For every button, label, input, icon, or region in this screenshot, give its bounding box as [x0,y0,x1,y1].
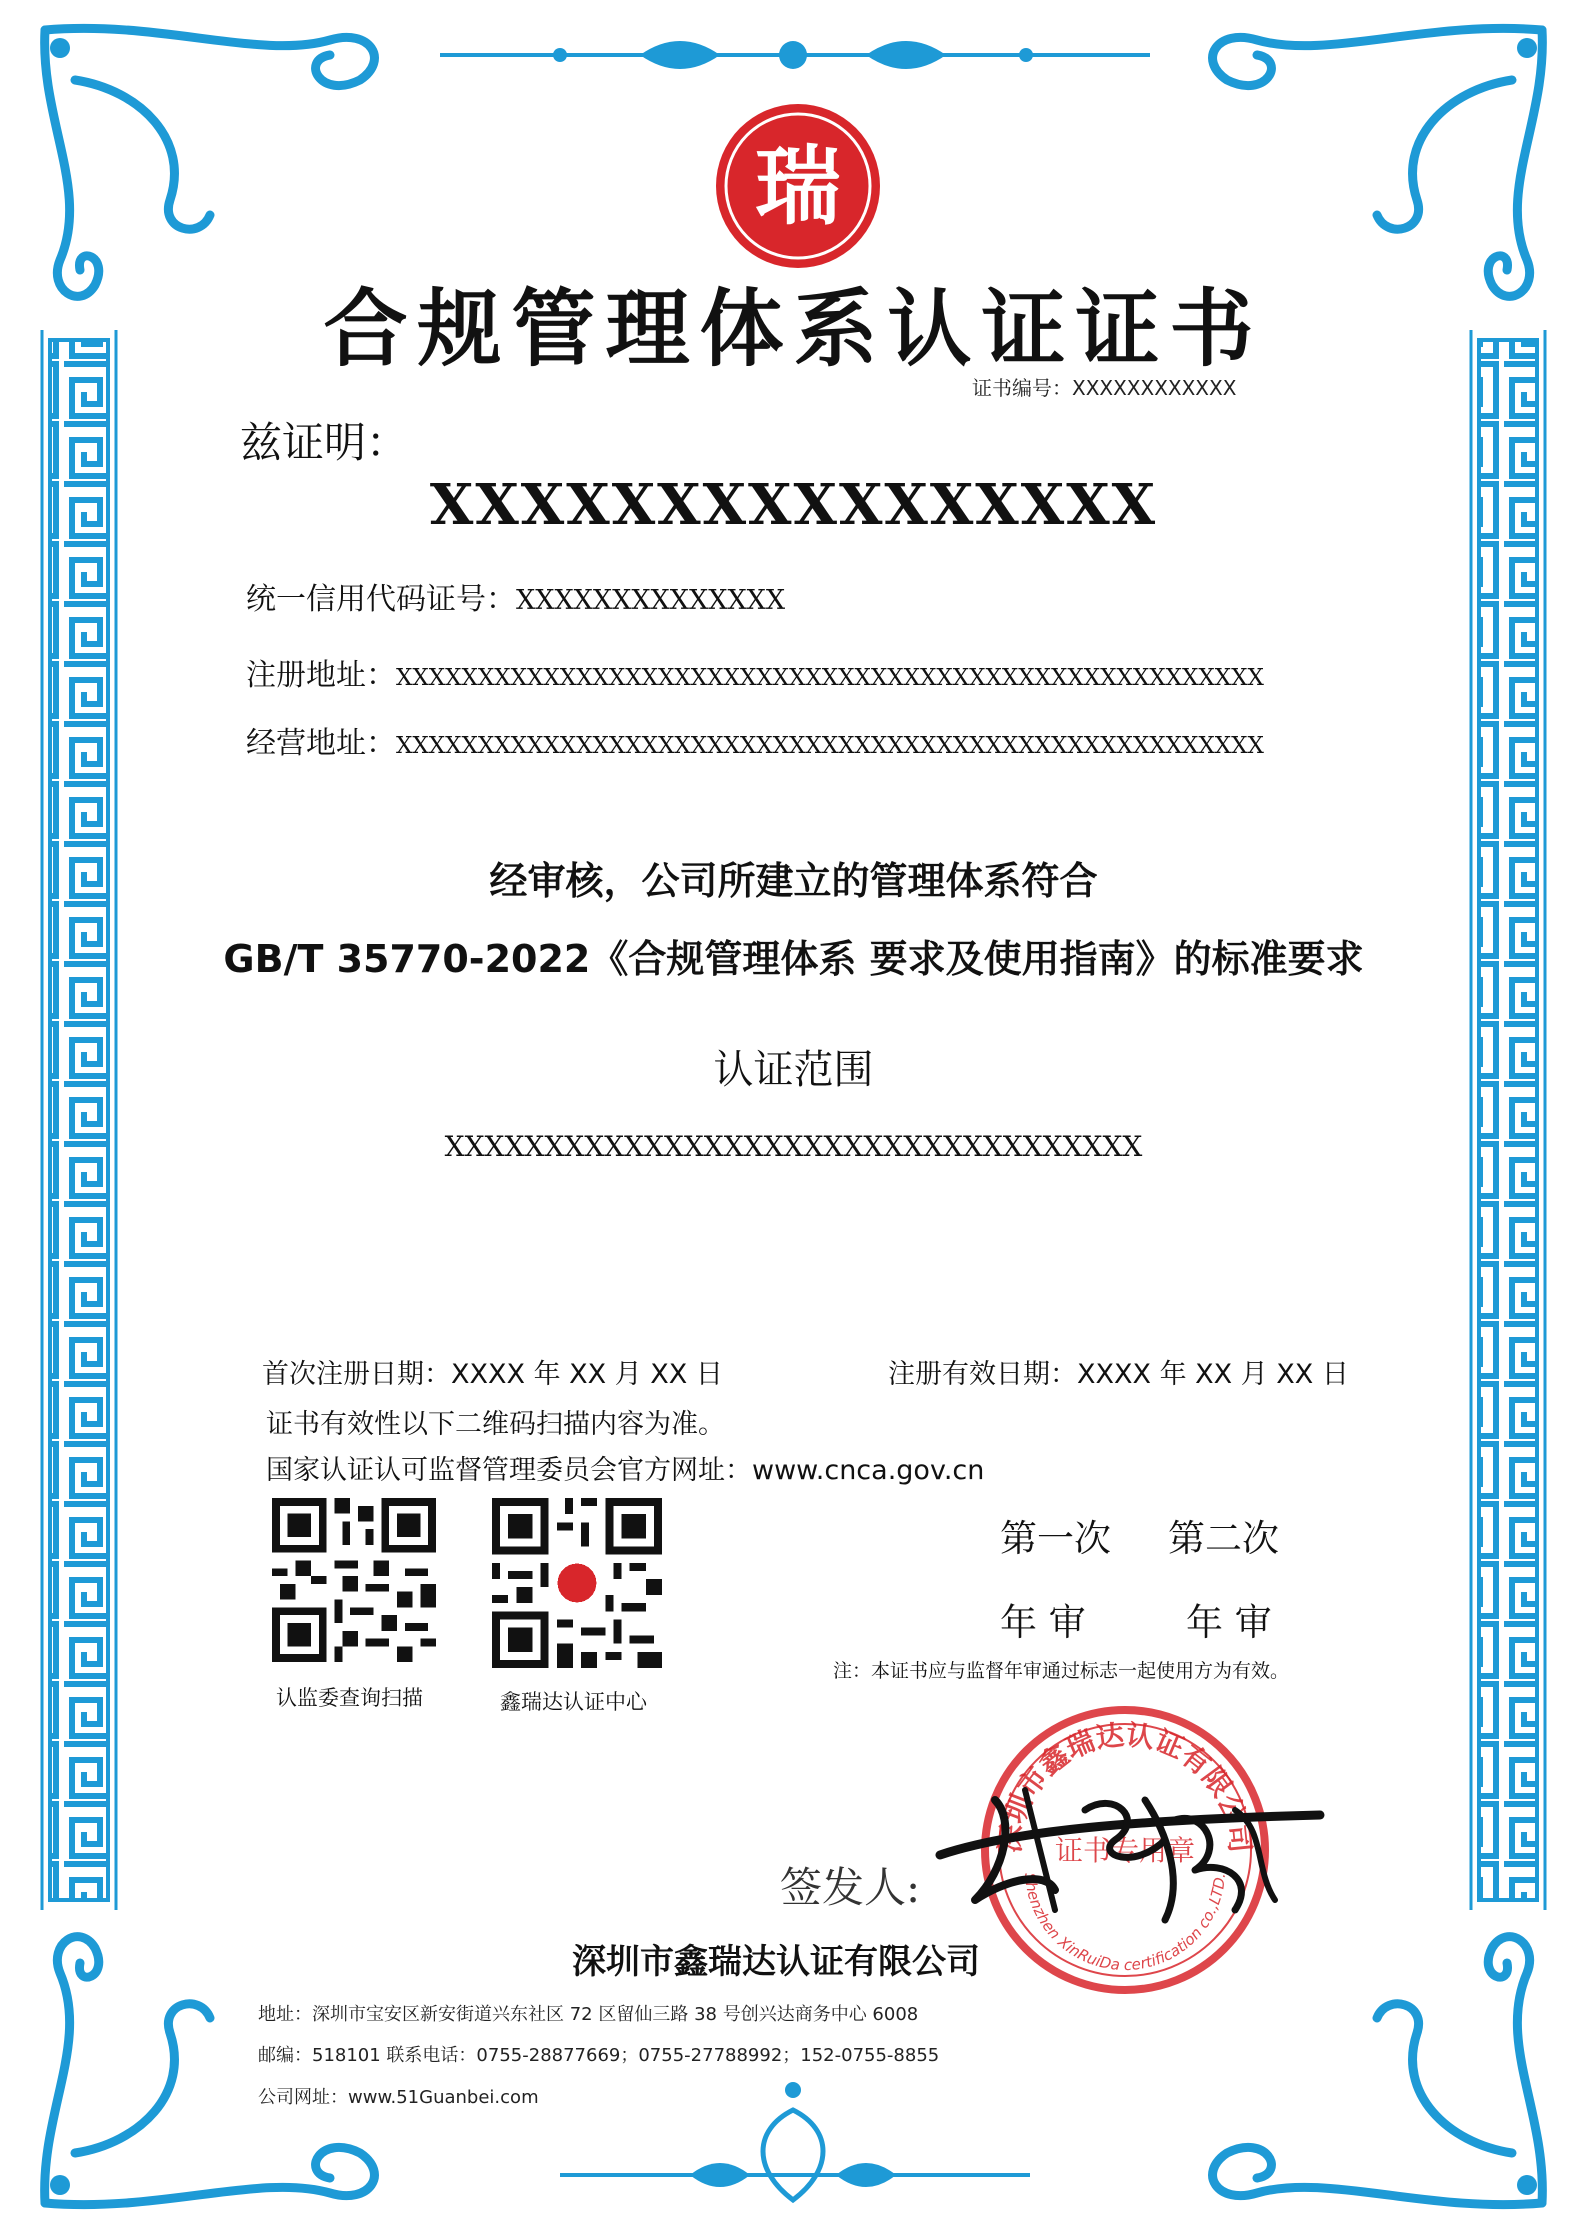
logo-glyph: 瑞 [755,136,841,237]
first-reg-label: 首次注册日期： [262,1359,451,1390]
scope-value: XXXXXXXXXXXXXXXXXXXXXXXXXXXXXXXXXXX [444,1130,1143,1163]
company-logo [712,100,884,272]
reg-address-row [246,650,1264,694]
issuer-name: 深圳市鑫瑞达认证有限公司 [572,1942,980,1982]
audit-second: 第二次 [1168,1517,1279,1560]
credit-code-label: 统一信用代码证号： [246,582,516,617]
issuer-contact: 邮编：518101 联系电话：0755-28877669；0755-27788992；152-0755-8855 [258,2045,940,2066]
first-registration-date [262,1352,723,1391]
cnca-website: 国家认证认可监督管理委员会官方网址：www.cnca.gov.cn [266,1455,985,1486]
reg-address-value: XXXXXXXXXXXXXXXXXXXXXXXXXXXXXXXXXXXXXXXXXXXXXXXXXXXXX [396,665,1264,691]
hereby-certify: 兹证明： [240,418,409,467]
cert-no-value: XXXXXXXXXXXX [1072,376,1237,400]
op-address-label: 经营地址： [246,726,396,761]
audit-first-year: 年 审 [1000,1601,1086,1644]
issuer-address: 地址：深圳市宝安区新安街道兴东社区 72 区留仙三路 38 号创兴达商务中心 6008 [258,2004,919,2025]
seal-center-text: 证书专用章 [1054,1834,1196,1867]
valid-date [888,1352,1349,1391]
statement-line-1: 经审核，公司所建立的管理体系符合 [489,859,1098,903]
scope-title: 认证范围 [713,1047,874,1093]
seal-bottom-text: Shenzhen XinRuiDa certification co.,LTD. [1020,1872,1229,1975]
seal-top-text: 深圳市鑫瑞达认证有限公司 [993,1718,1257,1855]
credit-code-row [246,574,785,618]
cert-no-label: 证书编号： [972,376,1072,400]
op-address-value: XXXXXXXXXXXXXXXXXXXXXXXXXXXXXXXXXXXXXXXXXXXXXXXXXXXXX [396,733,1264,759]
audit-note: 注：本证书应与监督年审通过标志一起使用方为有效。 [833,1660,1290,1682]
handwritten-signature [935,1760,1325,1940]
validity-note: 证书有效性以下二维码扫描内容为准。 [266,1409,725,1440]
issuer-website[interactable]: 公司网址：www.51Guanbei.com [258,2087,539,2108]
valid-value: XXXX 年 XX 月 XX 日 [1077,1359,1349,1390]
reg-address-label: 注册地址： [246,658,396,693]
company-name: XXXXXXXXXXXXXXXX [429,472,1158,538]
op-address-row [246,718,1264,762]
qr2-caption: 鑫瑞达认证中心 [500,1690,647,1714]
valid-label: 注册有效日期： [888,1359,1077,1390]
first-reg-value: XXXX 年 XX 月 XX 日 [451,1359,723,1390]
credit-code-value: XXXXXXXXXXXXXX [516,585,786,616]
audit-first: 第一次 [1000,1517,1111,1560]
qr-code-cnca[interactable] [272,1498,436,1662]
qr1-caption: 认监委查询扫描 [276,1686,423,1710]
signer-label: 签发人: [780,1863,921,1912]
certificate-title: 合规管理体系认证证书 [323,279,1264,378]
audit-second-year: 年 审 [1186,1601,1272,1644]
qr-code-xinruida[interactable] [492,1498,662,1668]
certificate-number [972,372,1236,401]
statement-line-2: GB/T 35770-2022《合规管理体系 要求及使用指南》的标准要求 [223,937,1364,981]
